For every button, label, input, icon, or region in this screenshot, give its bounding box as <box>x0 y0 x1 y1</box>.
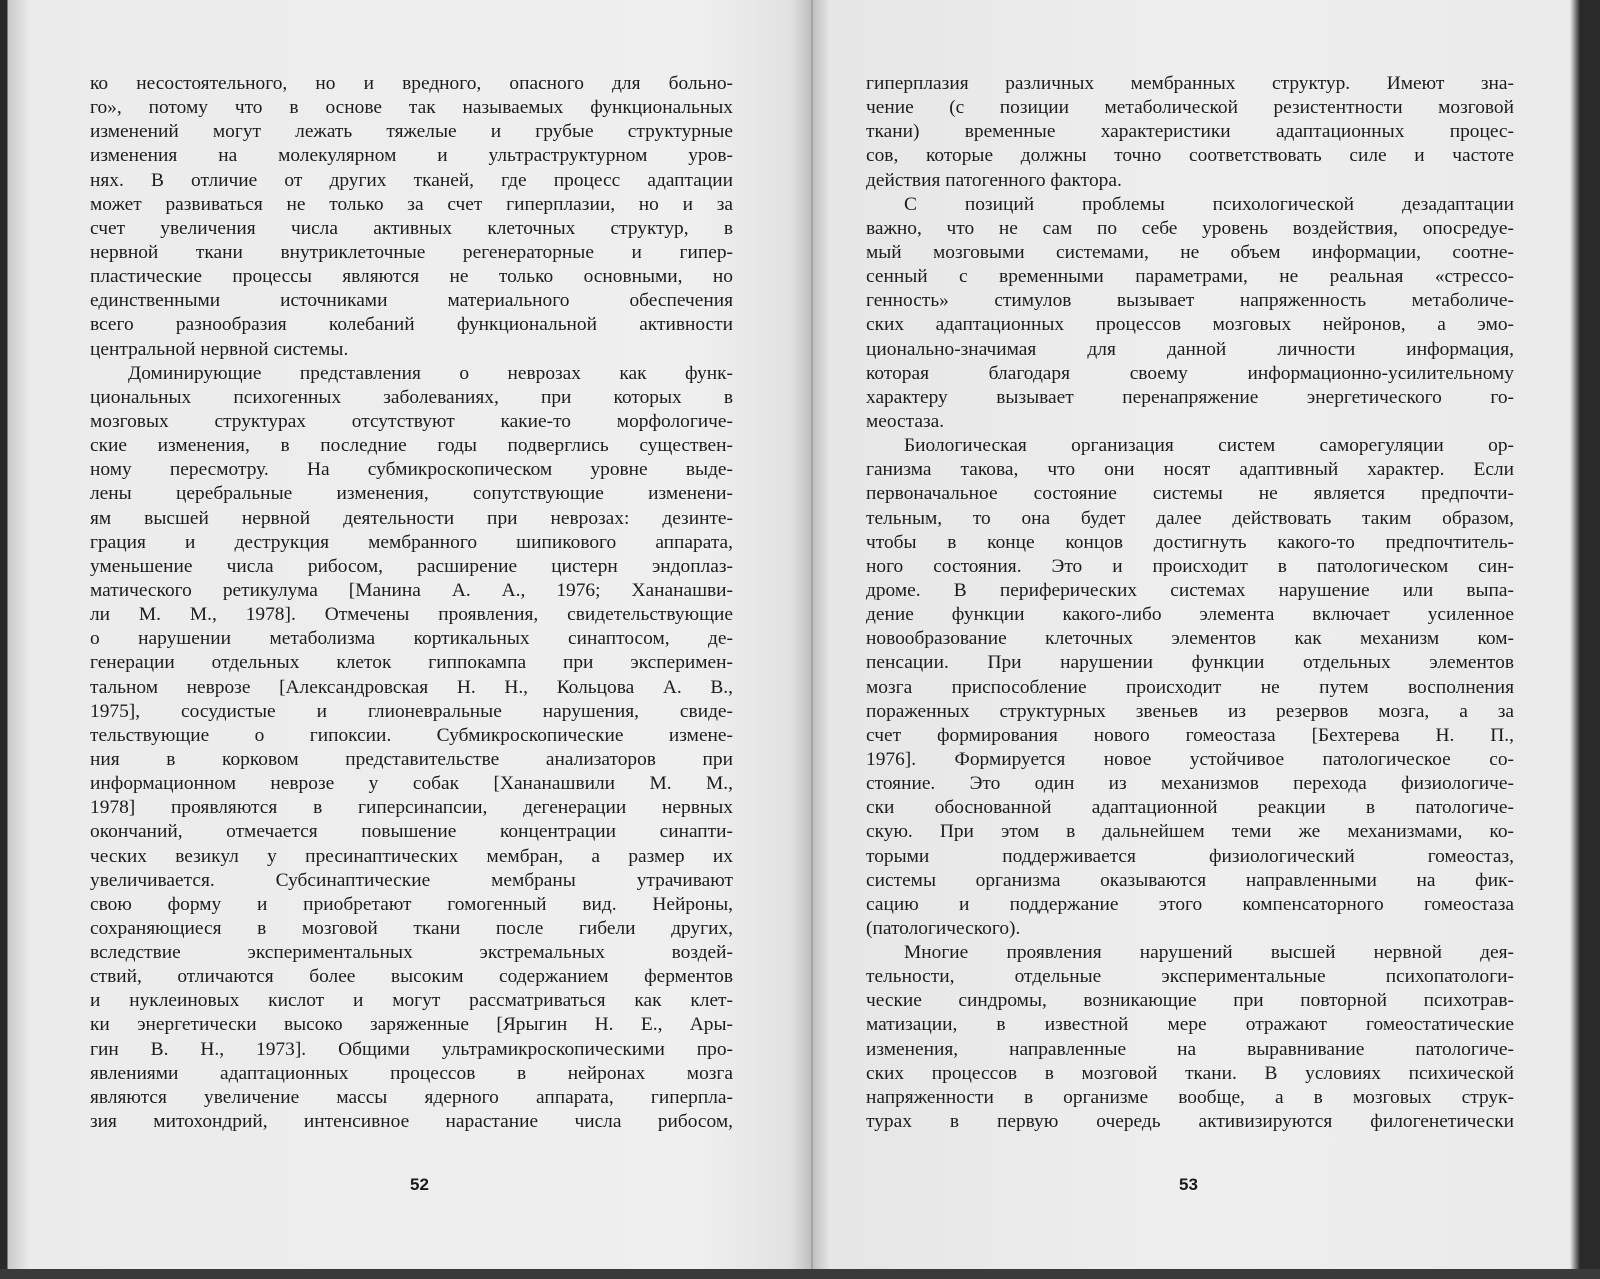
text-line: изменения, направленные на выравнивание патологиче- <box>866 1038 1514 1060</box>
text-line: первоначальное состояние системы не является предпочти- <box>866 483 1514 505</box>
text-line: меостаза. <box>866 410 945 432</box>
text-line: ганизма такова, что они носят адаптивный характер. Если <box>866 459 1514 481</box>
text-line: счет формирования нового гомеостаза [Бехтерева Н. П., <box>866 724 1514 746</box>
text-line: Многие проявления нарушений высшей нервной дея- <box>904 942 1514 964</box>
text-line: пораженных структурных звеньев из резервов мозга, а за <box>866 700 1514 722</box>
text-line: нервной ткани внутриклеточные регенераторные и гипер- <box>90 241 733 263</box>
text-line: ционально-значимая для данной личности информация, <box>866 338 1514 360</box>
text-line: грация и деструкция мембранного шипикового аппарата, <box>90 531 733 553</box>
right-page-number: 53 <box>1179 1175 1198 1194</box>
text-line: торыми поддерживается физиологический гомеостаз, <box>866 845 1514 867</box>
text-line: счет увеличения числа активных клеточных структур, в <box>90 217 733 239</box>
text-line: С позиций проблемы психологической дезадаптации <box>904 193 1514 215</box>
text-line: ко несостоятельного, но и вредного, опасного для больно- <box>90 73 733 94</box>
text-line: 1978] проявляются в гиперсинапсии, дегенерации нервных <box>90 797 733 819</box>
text-line: тельствующие о гипоксии. Субмикроскопические измене- <box>90 724 733 746</box>
text-line: гин В. Н., 1973]. Общими ультрамикроскопическими про- <box>90 1038 733 1060</box>
text-line: ческих везикул у пресинаптических мембран, а размер их <box>90 845 733 867</box>
text-line: турах в первую очередь активизируются филогенетически <box>866 1111 1514 1133</box>
text-line: генерации отдельных клеток гиппокампа при эксперимен- <box>90 652 733 674</box>
text-line: о нарушении метаболизма кортикальных синаптосом, де- <box>90 628 733 650</box>
text-line: напряженности в организме вообще, а в мозговых струк- <box>866 1086 1514 1108</box>
text-line: может развиваться не только за счет гиперплазии, но и за <box>90 193 733 215</box>
text-line: ских процессов в мозговой ткани. В условиях психической <box>866 1062 1514 1084</box>
text-line: ческие синдромы, возникающие при повторной психотрав- <box>866 990 1514 1012</box>
text-line: тельным, то она будет далее действовать таким образом, <box>866 507 1514 529</box>
text-line: уменьшение числа рибосом, расширение цистерн эндоплаз- <box>90 555 733 577</box>
text-line: циональных психогенных заболеваниях, при которых в <box>90 386 733 408</box>
left-page-number: 52 <box>410 1175 429 1194</box>
text-line: мый мозговыми системами, не объем информации, соотне- <box>866 241 1514 263</box>
text-line: системы организма оказываются направленными на фик- <box>866 869 1514 891</box>
text-line: ному пересмотру. На субмикроскопическом уровне выде- <box>90 459 733 481</box>
text-line: являются увеличение массы ядерного аппарата, гиперпла- <box>90 1086 733 1108</box>
text-line: ских адаптационных процессов мозговых нейронов, а эмо- <box>866 314 1514 336</box>
text-line: и нуклеиновых кислот и могут рассматриваться как клет- <box>90 990 733 1012</box>
text-line: ткани) временные характеристики адаптационных процес- <box>866 121 1514 143</box>
text-line: пенсации. При нарушении функции отдельных элементов <box>866 652 1514 674</box>
text-line: ские изменения, в последние годы подверглись существен- <box>90 435 733 457</box>
text-line: матизации, в известной мере отражают гомеостатические <box>866 1014 1514 1036</box>
text-line: гиперплазия различных мембранных структур. Имеют зна- <box>866 73 1514 94</box>
text-line: дение функции какого-либо элемента включает усиленное <box>866 604 1514 626</box>
text-line: пластические процессы являются не только основными, но <box>90 266 733 288</box>
text-line: информационном неврозе у собак [Хананашвили М. М., <box>90 773 733 795</box>
text-line: (патологического). <box>866 917 1021 939</box>
text-line: го», потому что в основе так называемых функциональных <box>90 97 733 119</box>
text-line: сацию и поддержание этого компенсаторного гомеостаза <box>866 893 1514 915</box>
text-line: сохраняющиеся в мозговой ткани после гибели других, <box>90 917 733 939</box>
text-line: скую. При этом в дальнейшем теми же механизмами, ко- <box>866 821 1514 843</box>
text-line: единственными источниками материального обеспечения <box>90 290 733 312</box>
text-line: вследствие экспериментальных экстремальных воздей- <box>90 942 733 964</box>
text-line: ного состояния. Это и происходит в патологическом син- <box>866 555 1514 577</box>
text-line: сов, которые должны точно соответствовать силе и частоте <box>866 145 1514 167</box>
text-line: тельности, отдельные экспериментальные психопатологи- <box>866 966 1514 988</box>
text-line: 1976]. Формируется новое устойчивое патологическое со- <box>866 748 1514 770</box>
text-line: изменения на молекулярном и ультраструктурном уров- <box>90 145 733 167</box>
text-line: явлениями адаптационных процессов в нейронах мозга <box>90 1062 733 1084</box>
text-line: действия патогенного фактора. <box>866 169 1122 191</box>
text-line: генность» стимулов вызывает напряженность метаболиче- <box>866 290 1514 312</box>
text-line: окончаний, отмечается повышение концентрации синапти- <box>90 821 733 843</box>
text-line: лены церебральные изменения, сопутствующие изменени- <box>90 483 733 505</box>
text-line: дроме. В периферических системах нарушение или выпа- <box>866 579 1514 601</box>
text-line: Доминирующие представления о неврозах как функ- <box>128 362 733 384</box>
text-line: тальном неврозе [Александровская Н. Н., Кольцова А. В., <box>90 676 733 698</box>
text-line: ния в корковом представительстве анализаторов при <box>90 748 733 770</box>
right-page-text <box>866 72 1514 1134</box>
text-line: важно, что не сам по себе уровень воздействия, опосредуе- <box>866 217 1514 239</box>
text-line: 1975], сосудистые и глионевральные нарушения, свиде- <box>90 700 733 722</box>
book-gutter <box>811 0 813 1279</box>
left-page-text <box>90 72 733 1134</box>
scan-bottom-edge <box>0 1269 1600 1279</box>
text-line: стояние. Это один из механизмов перехода физиологиче- <box>866 773 1514 795</box>
text-line: ки энергетически высоко заряженные [Ярыгин Н. Е., Ары- <box>90 1014 733 1036</box>
text-line: зия митохондрий, интенсивное нарастание числа рибосом, <box>90 1111 733 1133</box>
text-line: ям высшей нервной деятельности при неврозах: дезинте- <box>90 507 733 529</box>
text-line: всего разнообразия колебаний функциональной активности <box>90 314 733 336</box>
text-line: которая благодаря своему информационно-усилительному <box>866 362 1514 384</box>
text-line: чение (с позиции метаболической резистентности мозговой <box>866 97 1514 119</box>
text-line: мозговых структурах отсутствуют какие-то морфологиче- <box>90 410 733 432</box>
text-line: ски обоснованной адаптационной реакции в патологиче- <box>866 797 1514 819</box>
text-line: свою форму и приобретают гомогенный вид. Нейроны, <box>90 893 733 915</box>
text-line: увеличивается. Субсинаптические мембраны утрачивают <box>90 869 733 891</box>
text-line: Биологическая организация систем саморегуляции ор- <box>904 435 1514 457</box>
text-line: характеру вызывает перенапряжение энергетического го- <box>866 386 1514 408</box>
text-line: матического ретикулума [Манина А. А., 1976; Хананашви- <box>90 579 733 601</box>
text-line: центральной нервной системы. <box>90 338 349 360</box>
text-line: чтобы в конце концов достигнуть какого-то предпочтитель- <box>866 531 1514 553</box>
text-line: мозга приспособление происходит не путем восполнения <box>866 676 1514 698</box>
text-line: изменений могут лежать тяжелые и грубые структурные <box>90 121 733 143</box>
text-line: нях. В отличие от других тканей, где процесс адаптации <box>90 169 733 191</box>
text-line: сенный с временными параметрами, не реальная «стрессо- <box>866 266 1514 288</box>
text-line: новообразование клеточных элементов как механизм ком- <box>866 628 1514 650</box>
text-line: ли М. М., 1978]. Отмечены проявления, свидетельствующие <box>90 604 733 626</box>
text-line: ствий, отличаются более высоким содержанием ферментов <box>90 966 733 988</box>
